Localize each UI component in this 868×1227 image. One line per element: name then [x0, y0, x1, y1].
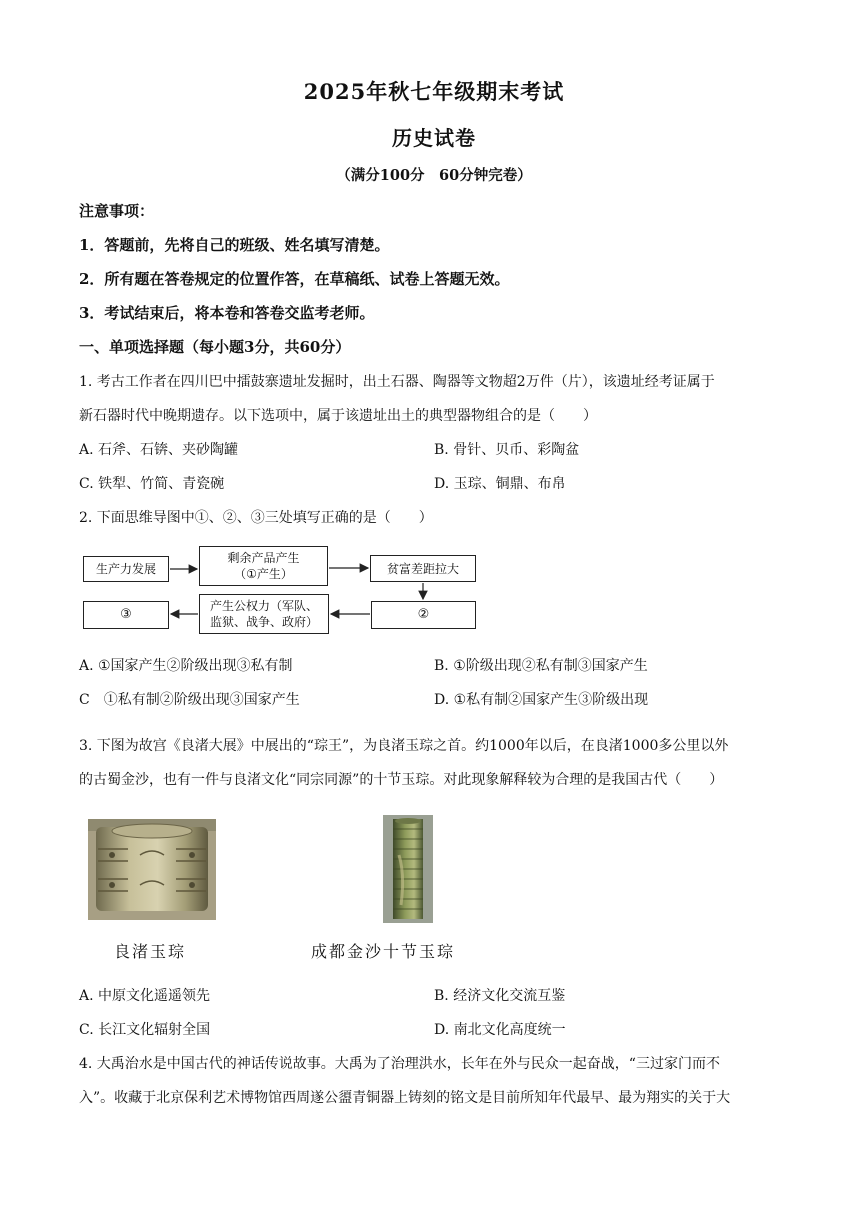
q1-option-b: B. 骨针、贝币、彩陶盆 [434, 442, 580, 458]
q3-stem-line2: 的古蜀金沙，也有一件与良渚文化“同宗同源”的十节玉琮。对此现象解释较为合理的是我国古代（ ） [79, 772, 724, 788]
q3-option-a: A. 中原文化遥遥领先 [79, 988, 211, 1004]
flow-box-blank-2: ② [371, 601, 476, 629]
note-item: 2．所有题在答卷规定的位置作答，在草稿纸、试卷上答题无效。 [79, 270, 510, 288]
q2-option-b: B. ①阶级出现②私有制③国家产生 [434, 658, 648, 674]
q2-option-c: C ①私有制②阶级出现③国家产生 [79, 692, 300, 708]
q2-option-d: D. ①私有制②国家产生③阶级出现 [434, 692, 649, 708]
image2-caption: 成都金沙十节玉琮 [311, 942, 456, 961]
q1-stem-line1: 1. 考古工作者在四川巴中擂鼓寨遗址发掘时，出土石器、陶器等文物超2万件（片），该遗址经考证属于 [79, 374, 715, 390]
subject-title: 历史试卷 [392, 126, 476, 150]
flow-box-public-power: 产生公权力（军队、 监狱、战争、政府） [199, 594, 329, 634]
q3-option-d: D. 南北文化高度统一 [434, 1022, 566, 1038]
jinsha-jade-cong-image [383, 815, 433, 923]
flow-box-surplus: 剩余产品产生 （①产生） [199, 546, 328, 586]
q3-option-c: C. 长江文化辐射全国 [79, 1022, 211, 1038]
q2-stem: 2. 下面思维导图中①、②、③三处填写正确的是（ ） [79, 510, 433, 526]
flow-box-wealth-gap: 贫富差距拉大 [370, 555, 476, 582]
score-info: （满分100分 60分钟完卷） [336, 167, 532, 184]
q4-stem-line2: 入”。收藏于北京保利艺术博物馆西周遂公盨青铜器上铸刻的铭文是目前所知年代最早、最为翔实的关于大 [79, 1090, 731, 1106]
q1-option-d: D. 玉琮、铜鼎、布帛 [434, 476, 566, 492]
q1-option-c: C. 铁犁、竹简、青瓷碗 [79, 476, 225, 492]
section-heading: 一、单项选择题（每小题3分，共60分） [79, 338, 351, 356]
note-item: 1．答题前，先将自己的班级、姓名填写清楚。 [79, 236, 390, 254]
notes-heading: 注意事项： [79, 202, 155, 220]
liangzhu-jade-cong-image [88, 819, 216, 920]
q1-option-a: A. 石斧、石锛、夹砂陶罐 [79, 442, 239, 458]
flow-box-productivity: 生产力发展 [83, 556, 169, 582]
flow-box-blank-3: ③ [83, 601, 169, 629]
q3-option-b: B. 经济文化交流互鉴 [434, 988, 566, 1004]
image1-caption: 良渚玉琮 [114, 942, 187, 961]
q3-stem-line1: 3. 下图为故宫《良渚大展》中展出的“琮王”，为良渚玉琮之首。约1000年以后，在良渚1000多公里以外 [79, 738, 729, 754]
note-item: 3．考试结束后，将本卷和答卷交监考老师。 [79, 304, 375, 322]
q1-stem-line2: 新石器时代中晚期遗存。以下选项中，属于该遗址出土的典型器物组合的是（ ） [79, 408, 597, 424]
q4-stem-line1: 4. 大禹治水是中国古代的神话传说故事。大禹为了治理洪水，长年在外与民众一起奋战，“三过家门而不 [79, 1056, 720, 1072]
exam-title: 2025年秋七年级期末考试 [303, 79, 565, 104]
q2-option-a: A. ①国家产生②阶级出现③私有制 [79, 658, 293, 674]
